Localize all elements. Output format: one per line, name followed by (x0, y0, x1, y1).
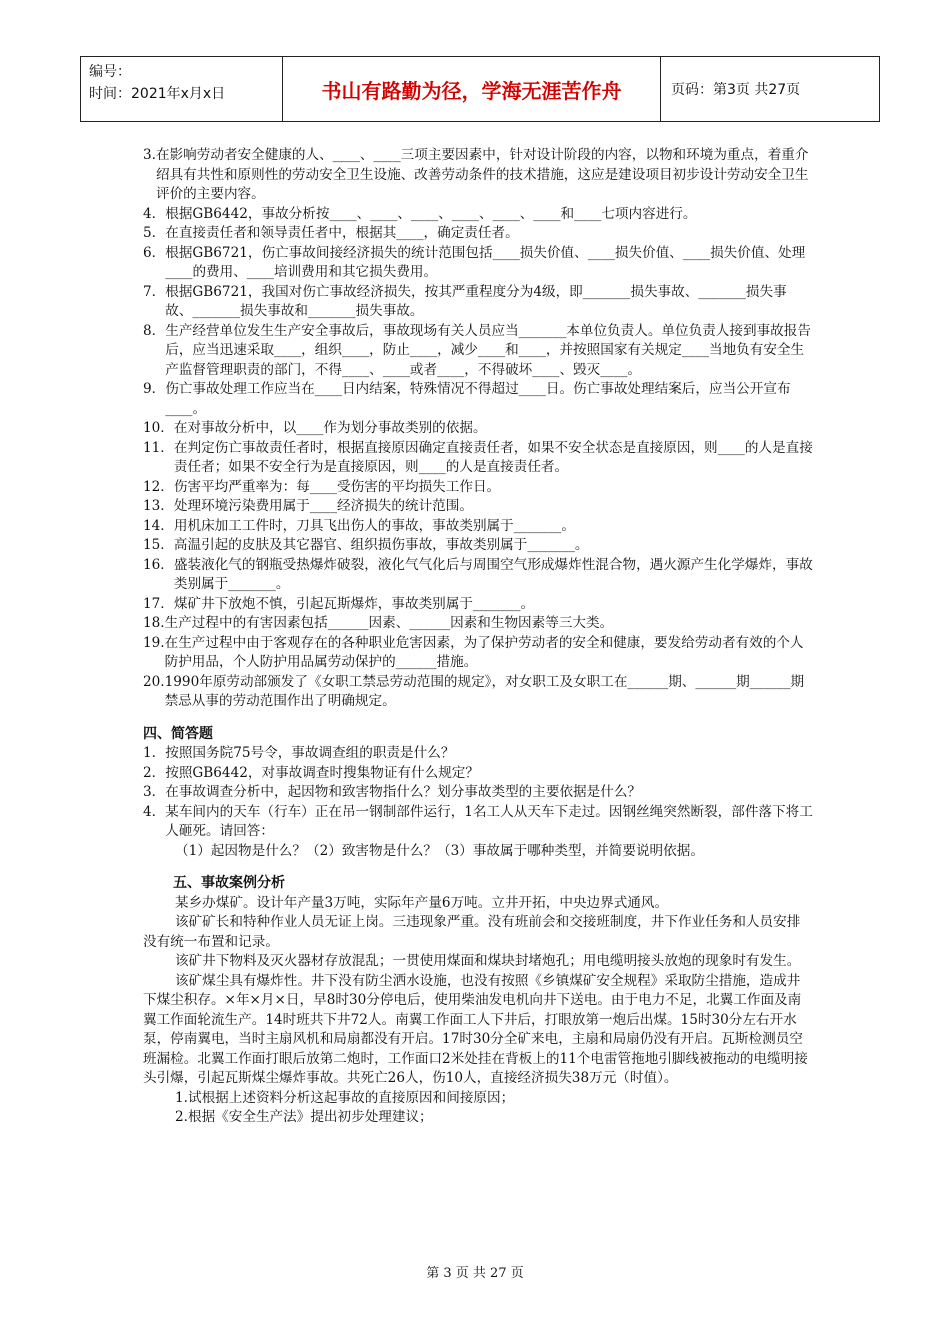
question-number: 1． (143, 745, 166, 761)
question-number: 2． (143, 764, 166, 781)
fill-question (143, 419, 813, 439)
short-answer-question (143, 744, 813, 764)
fill-question (143, 517, 813, 537)
short-answer-questions (143, 744, 813, 842)
question-text: 某车间内的天车（行车）正在吊一钢制部件运行，1名工人从天车下走过。因钢丝绳突然断裂，部件落下将工人砸死。请回答： (165, 803, 813, 839)
fill-question (143, 673, 813, 712)
document-body (143, 146, 813, 1128)
question-number: 9． (143, 381, 166, 397)
question-text: 在对事故分析中，以____作为划分事故类别的依据。 (173, 420, 487, 436)
question-text: 伤害平均严重率为：每____受伤害的平均损失工作日。 (173, 478, 501, 495)
question-text: 根据GB6721，伤亡事故间接经济损失的统计范围包括____损失价值、____损失价值、____损失价值、处理____的费用、____培训费用和其它损失费用。 (165, 244, 806, 280)
question-number: 20. (143, 673, 165, 690)
question-text: 根据GB6721，我国对伤亡事故经济损失，按其严重程度分为4级，即_______损失事故、_______损失事故、_______损失事故和_______损失事故。 (165, 283, 787, 319)
short-answer-question (143, 783, 813, 803)
fill-question (143, 634, 813, 673)
question-text: 高温引起的皮肤及其它器官、组织损伤事故，事故类别属于_______。 (173, 537, 589, 553)
question-text: 煤矿井下放炮不慎，引起瓦斯爆炸，事故类别属于_______。 (173, 595, 535, 612)
question-text: 在判定伤亡事故责任者时，根据直接原因确定直接责任者，如果不安全状态是直接原因，则____的人是直接责任者；如果不安全行为是直接原因，则____的人是直接责任者。 (173, 439, 813, 475)
fill-in-questions (143, 146, 813, 712)
fill-question (143, 146, 813, 205)
question-text: 盛装液化气的钢瓶受热爆炸破裂，液化气气化后与周围空气形成爆炸性混合物，遇火源产生化学爆炸，事故类别属于_______。 (173, 556, 813, 592)
question-text: 生产经营单位发生生产安全事故后，事故现场有关人员应当_______本单位负责人。单位负责人接到事故报告后，应当迅速采取____，组织____，防止____，减少____和____，并按照国家有关规定____当地负有安全生产监督管理职责的部门，不得____、____或者____，不得破坏____、毁灭____。 (165, 322, 811, 378)
page-label: 页码：第3页 共27页 (671, 82, 801, 98)
question-number: 10． (143, 420, 174, 436)
question-number: 17． (143, 595, 174, 612)
motto: 书山有路勤为径，学海无涯苦作舟 (283, 57, 661, 121)
short-answer-question (143, 803, 813, 842)
question-text: 处理环境污染费用属于____经济损失的统计范围。 (173, 498, 473, 514)
question-number: 19. (143, 634, 165, 651)
question-text: 按照国务院75号令，事故调查组的职责是什么？ (165, 745, 455, 761)
case-paragraph: 该矿煤尘具有爆炸性。井下没有防尘洒水设施，也没有按照《乡镇煤矿安全规程》采取防尘措施，造成井下煤尘积存。×年×月×日，早8时30分停电后，使用柴油发电机向井下送电。由于电力不足，北翼工作面及南翼工作面轮流生产。14时班共下井72人。南翼工作面工人下井后，打眼放第一炮后出煤。15时30分左右开水泵，停南翼电，当时主扇风机和局扇都没有开启。17时30分全矿来电，主扇和局扇仍没有开启。瓦斯检测员空班漏检。北翼工作面打眼后放第二炮时，工作面口2米处挂在背板上的11个电雷管拖地引脚线被拖动的电缆明接头引爆，引起瓦斯煤尘爆炸事故。共死亡26人，伤10人，直接经济损失38万元（时值）。 (143, 972, 808, 1086)
time-label: 时间：2021年x月x日 (89, 86, 226, 102)
question-number: 7． (143, 283, 166, 300)
question-number: 3. (143, 147, 156, 163)
question-number: 18. (143, 615, 165, 631)
case-paragraph: 2.根据《安全生产法》提出初步处理建议； (175, 1109, 433, 1125)
question-number: 11． (143, 439, 174, 456)
case-analysis-text (143, 894, 813, 1128)
fill-question (143, 478, 813, 498)
question-text: 伤亡事故处理工作应当在____日内结案，特殊情况不得超过____日。伤亡事故处理结案后，应当公开宣布____。 (165, 381, 791, 417)
fill-question (143, 497, 813, 517)
question-number: 16． (143, 556, 174, 573)
question-text: 在事故调查分析中，起因物和致害物指什么？划分事故类型的主要依据是什么？ (165, 784, 642, 800)
fill-question (143, 595, 813, 615)
case-paragraph: 该矿井下物料及灭火器材存放混乱；一贯使用煤面和煤块封堵炮孔；用电缆明接头放炮的现象时有发生。 (175, 953, 801, 969)
header-table (80, 56, 880, 122)
question-number: 14． (143, 517, 174, 534)
case-paragraph: 1.试根据上述资料分析这起事故的直接原因和间接原因； (175, 1089, 515, 1106)
question-text: 1990年原劳动部颁发了《女职工禁忌劳动范围的规定》，对女职工及女职工在______期、______期______期禁忌从事的劳动范围作出了明确规定。 (164, 673, 805, 709)
question-number: 3． (143, 784, 166, 800)
fill-question (143, 283, 813, 322)
section-title-short-answer: 四、简答题 (143, 725, 213, 742)
question-number: 5． (143, 225, 166, 241)
fill-question (143, 536, 813, 556)
question-text: 根据GB6442，事故分析按____、____、____、____、____、____和____七项内容进行。 (165, 205, 697, 222)
fill-question (143, 205, 813, 225)
page-footer: 第 3 页 共 27 页 (426, 1266, 524, 1281)
case-paragraph: 某乡办煤矿。设计年产量3万吨，实际年产量6万吨。立井开拓，中央边界式通风。 (175, 894, 669, 911)
question-number: 4． (143, 803, 166, 820)
fill-question (143, 322, 813, 381)
question-number: 12． (143, 478, 174, 495)
case-paragraph: 该矿矿长和特种作业人员无证上岗。三违现象严重。没有班前会和交接班制度，井下作业任务和人员安排没有统一布置和记录。 (143, 914, 801, 950)
question-text: 按照GB6442，对事故调查时搜集物证有什么规定？ (165, 764, 479, 781)
code-label: 编号： (89, 64, 131, 80)
section-title-case-analysis: 五、事故案例分析 (173, 875, 285, 891)
fill-question (143, 380, 813, 419)
fill-question (143, 224, 813, 244)
question-number: 6． (143, 244, 166, 261)
question-text: 在生产过程中由于客观存在的各种职业危害因素，为了保护劳动者的安全和健康，要发给劳动者有效的个人防护用品，个人防护用品属劳动保护的______措施。 (164, 634, 804, 670)
question-number: 15． (143, 537, 174, 553)
fill-question (143, 244, 813, 283)
question-number: 13． (143, 498, 174, 514)
fill-question (143, 614, 813, 634)
question-number: 8． (143, 322, 166, 339)
question-number: 4． (143, 205, 166, 222)
question-text: 在影响劳动者安全健康的人、____、____三项主要因素中，针对设计阶段的内容，以物和环境为重点，着重介绍具有共性和原则性的劳动安全卫生设施、改善劳动条件的技术措施，这应是建设项目初步设计劳动安全卫生评价的主要内容。 (155, 147, 809, 202)
short-answer-subquestions: （1）起因物是什么？（2）致害物是什么？（3）事故属于哪种类型，并简要说明依据。 (175, 842, 704, 859)
header-left-cell (81, 57, 283, 121)
question-text: 用机床加工工件时，刀具飞出伤人的事故，事故类别属于_______。 (173, 517, 575, 534)
fill-question (143, 556, 813, 595)
question-text: 在直接责任者和领导责任者中，根据其____，确定责任者。 (165, 225, 519, 241)
fill-question (143, 439, 813, 478)
short-answer-question (143, 764, 813, 784)
question-text: 生产过程中的有害因素包括______因素、______因素和生物因素等三大类。 (164, 615, 614, 631)
